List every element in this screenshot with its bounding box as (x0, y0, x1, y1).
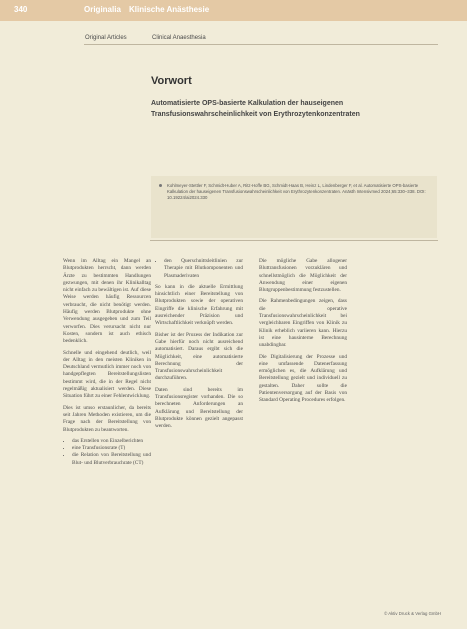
paragraph: Bisher ist der Prozess der Indikation zur Gabe hierfür noch nicht ausreichend automatisiert. Daraus ergibt sich die Möglichkeit, eine automatisierte Berechnung der Transfusionswahrscheinlichkeit durchzuführen. (155, 331, 243, 382)
divider (150, 240, 438, 241)
header-bar (0, 0, 467, 21)
reference-box (151, 176, 437, 238)
section-label: Originalia (84, 5, 121, 14)
bullet-list (155, 258, 243, 280)
paragraph: So kann in die aktuelle Ermittlung hinsichtlich einer Bereitstellung von Blutprodukten sowie der operativen Eingriffe die klinische Erfahrung mit ausreichender Präzision und Wirtschaftlichkeit verknüpft werden. (155, 283, 243, 327)
text-column-3 (259, 258, 347, 409)
divider (84, 44, 438, 45)
paragraph: Die Rahmenbedingungen zeigen, dass die operative Transfusionswahrscheinlichkeit bei vergleichbaren Eingriffen von Klinik zu Klinik erheblich variieren kann. Hierzu ist eine hausinterne Berechnung unabdingbar. (259, 298, 347, 349)
subheader-right: Clinical Anaesthesia (152, 35, 206, 41)
article-title: Automatisierte OPS-basierte Kalkulation der hauseigenen Transfusionswahrscheinlichkeit von Erythrozytenkonzentraten (151, 100, 360, 118)
subheader-left: Original Articles (85, 35, 127, 41)
list-item: • das Erstellen von Einzelberichten (72, 438, 151, 445)
list-item: • eine Transfusionsrate (T) (72, 445, 151, 452)
text-column-2 (155, 258, 243, 435)
paragraph: Dies ist umso erstaunlicher, da bereits seit Jahren Methoden existieren, um die Frage nach der Bereitstellung von Blutprodukten zu beantworten. (63, 404, 151, 433)
paragraph: Die mögliche Gabe allogener Bluttransfusionen vorzuklären und schnellstmöglich die Möglichkeit der Anwendung einer eigenen Blutgruppenbestimmung festzustellen. (259, 258, 347, 294)
bullet-list (63, 438, 151, 467)
list-item: • die Relation von Bereitstellung und Blut- und Blutverbrauchrate (CT) (72, 452, 151, 467)
page-number: 340 (14, 5, 28, 14)
paragraph: Die Digitalisierung der Prozesse und eine umfassende Datenerfassung ermöglichen es, die Aufklärung und Bereitstellung gezielt und individuell zu gestalten. Daher sollte die Patientenversorgung auf der Basis von Standard Operating Procedures erfolgen. (259, 353, 347, 404)
reference-text: Kohlmeyer-Stettler F, Schmidt-Huber A, Ritz-Hoffe BG, Schmidt-Haas B, Heinz L, Lindenberger F, et al. Automatisierte OPS-basierte Kalkulation der hauseigenen Transfusionswahrscheinlichkeit von Erythrozytenkonzentraten. Anästh Intensivmed 2024;65:330–338. DOI: 10.19224/ai2024.330 (167, 183, 426, 200)
list-item: • den Querschnittsleitlinien zur Therapie mit Blutkomponenten und Plasmaderivaten (164, 258, 243, 280)
footer: © Aktiv Druck & Verlag GmbH (384, 611, 441, 616)
heading: Vorwort (151, 75, 192, 87)
text-column-1 (63, 258, 151, 471)
paragraph: Schnelle und eingehend deutlich, weil der Alltag in den meisten Kliniken in Deutschland vermutlich immer noch von handgepflegten Bereitstellungslisten bestimmt wird, die in der Regel nicht regelmäßig aktualisiert werden. Diese Situation führt zu einer Fehlentwicklung. (63, 349, 151, 400)
topic-label: Klinische Anästhesie (129, 5, 210, 14)
paragraph: Wenn im Alltag ein Mangel an Blutprodukten herrscht, dann werden Ärzte zu bestimmten Handlungen gezwungen, mit denen ihr Klinikalltag nicht einfach zu bewältigen ist. Auf diese Weise werden häufig Ressourcen verbraucht, die nicht benötigt werden. Häufig werden Blutprodukte ohne Verwendung ausgegeben und zum Teil verworfen. Dies verursacht nicht nur Kosten, sondern ist auch ethisch bedenklich. (63, 258, 151, 345)
bullet-icon (159, 184, 162, 187)
paragraph: Daten sind bereits im Transfusionsregister vorhanden. Die so berechneten Anforderungen an Aufklärung und Bereitstellung der Blutprodukte können gezielt angepasst werden. (155, 386, 243, 430)
